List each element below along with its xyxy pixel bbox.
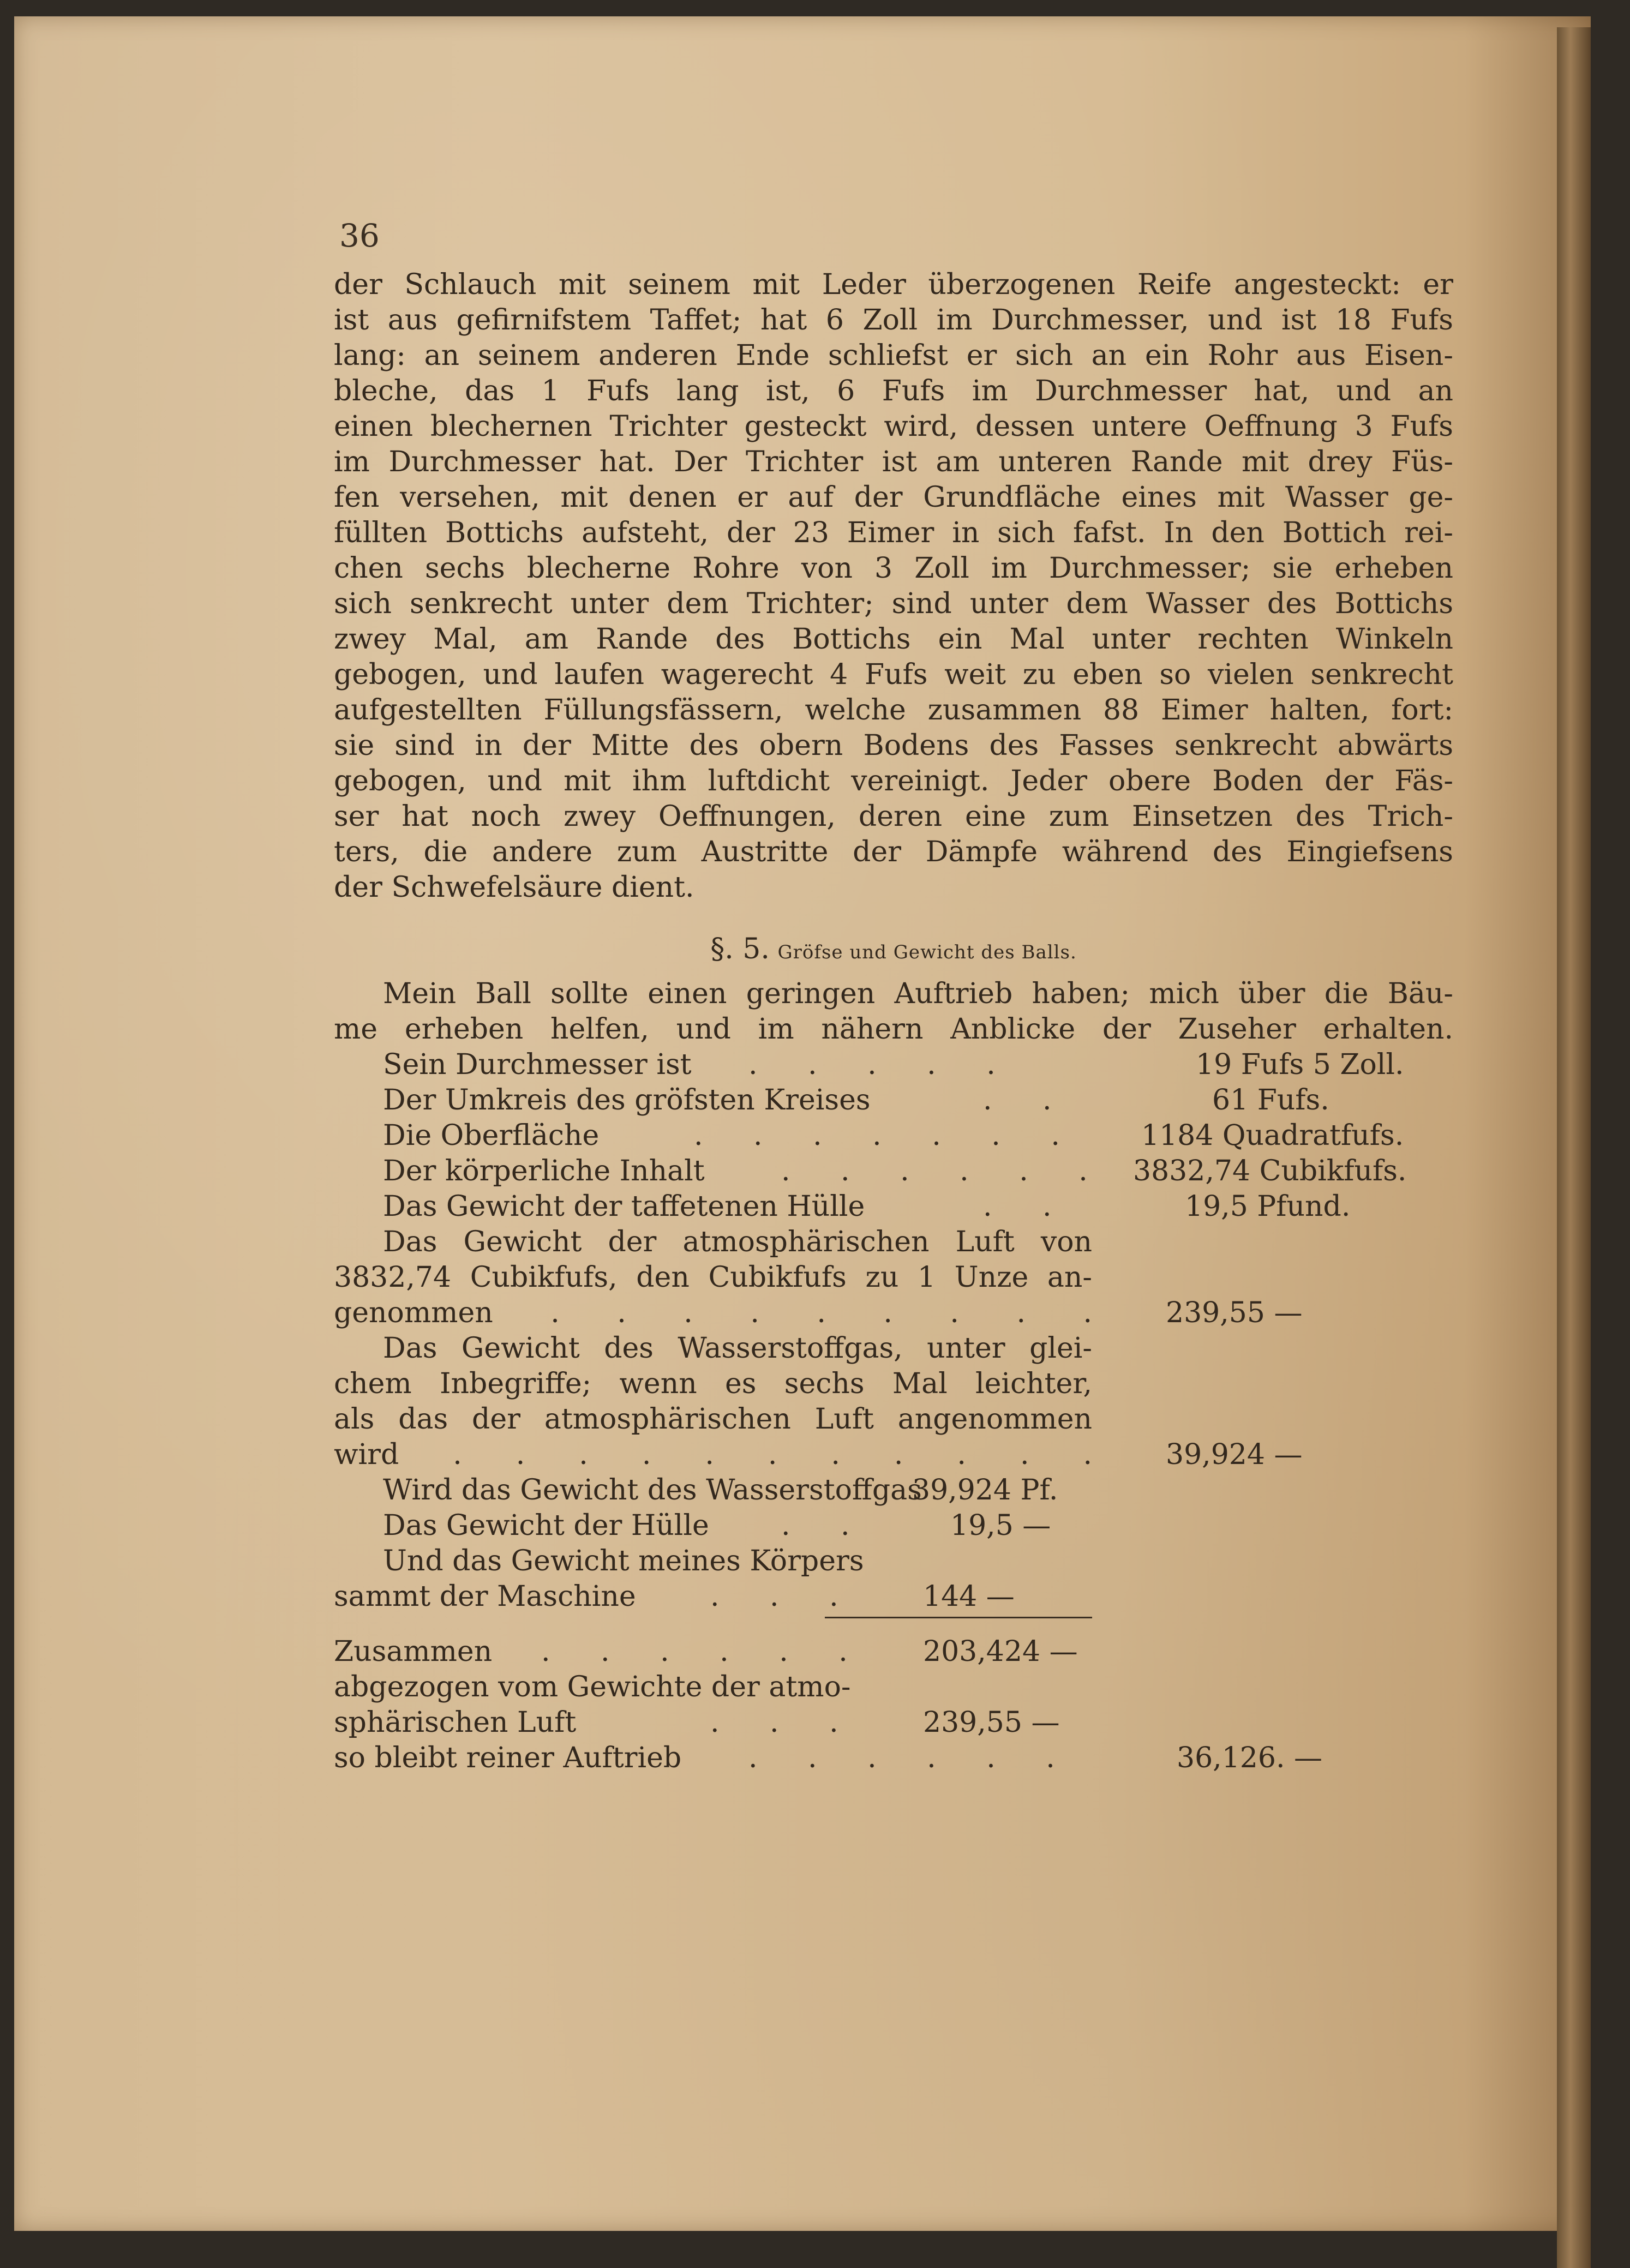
- deduction-label: abgezogen vom Gewichte der atmo-: [334, 1671, 851, 1703]
- calculation-block: [334, 976, 1453, 1776]
- text-line: einen blechernen Trichter gesteckt wird, dessen untere Oeffnung 3 Fufs: [334, 410, 1453, 443]
- text-line: lang: an seinem anderen Ende schliefst er sich an ein Rohr aus Eisen-: [334, 339, 1453, 372]
- text-line: gebogen, und laufen wagerecht 4 Fufs weit zu eben so vielen senkrecht: [334, 658, 1453, 691]
- dimension-value: 19 Fufs 5 Zoll.: [1196, 1048, 1404, 1081]
- dimension-label: Der Umkreis des gröfsten Kreises: [383, 1084, 871, 1117]
- total-label: Zusammen: [334, 1635, 493, 1668]
- sum-rule: [825, 1617, 1092, 1618]
- dimension-row: [334, 1083, 1453, 1118]
- description-paragraph: [334, 267, 1453, 905]
- page-text-block: [334, 267, 1453, 1774]
- dimension-row: [334, 1154, 1453, 1189]
- total-row: [334, 1741, 1453, 1776]
- leader-dots: . . . . .: [748, 1048, 1016, 1081]
- dimension-label: Die Oberfläche: [383, 1119, 600, 1152]
- sum-row: [334, 1544, 1453, 1579]
- body-weight-value: 144 —: [923, 1580, 1015, 1613]
- text-line: zwey Mal, am Rande des Bottichs ein Mal unter rechten Winkeln: [334, 623, 1453, 656]
- dimension-label: Das Gewicht der taffetenen Hülle: [383, 1190, 865, 1223]
- net-lift-value: 36,126. —: [1177, 1742, 1323, 1774]
- sum-rule-spacer: [334, 1615, 1453, 1634]
- leader-dots: . .: [781, 1509, 871, 1542]
- body-weight-label: Und das Gewicht meines Körpers: [383, 1545, 864, 1577]
- dimension-row: [334, 1047, 1453, 1083]
- sum-row: [334, 1473, 1453, 1508]
- sum-label: Das Gewicht der Hülle: [383, 1509, 709, 1542]
- hydrogen-weight-line: wird . . . . . . . . . . . 39,924 —: [334, 1437, 1453, 1473]
- dimension-value: 1184 Quadratfufs.: [1141, 1119, 1404, 1152]
- leader-dots: . . . . . .: [748, 1742, 1076, 1774]
- text-line: im Durchmesser hat. Der Trichter ist am unteren Rande mit drey Füs-: [334, 446, 1453, 478]
- text-line: chen sechs blecherne Rohre von 3 Zoll im Durchmesser; sie erheben: [334, 552, 1453, 585]
- text-line: der Schwefelsäure dient.: [334, 871, 694, 904]
- net-lift-label: so bleibt reiner Auftrieb: [334, 1742, 682, 1774]
- text-line: fen versehen, mit denen er auf der Grundfläche eines mit Wasser ge-: [334, 481, 1453, 514]
- hydrogen-weight-line: als das der atmosphärischen Luft angenommen: [334, 1403, 1092, 1436]
- leader-dots: . . . . . .: [781, 1155, 1108, 1187]
- section-title: Gröfse und Gewicht des Balls.: [777, 941, 1077, 963]
- total-row: [334, 1634, 1453, 1670]
- text-line: füllten Bottichs aufsteht, der 23 Eimer in sich fafst. In den Bottich rei-: [334, 517, 1453, 549]
- total-value: 203,424 —: [923, 1635, 1078, 1668]
- page-number: 36: [339, 217, 380, 254]
- text-line: sich senkrecht unter dem Trichter; sind unter dem Wasser des Bottichs: [334, 587, 1453, 620]
- dimension-row: [334, 1189, 1453, 1225]
- sum-value: 19,5 —: [950, 1509, 1051, 1542]
- section-number: §. 5.: [710, 933, 770, 965]
- dimension-label: Der körperliche Inhalt: [383, 1155, 705, 1187]
- text-line: ist aus gefirnifstem Taffet; hat 6 Zoll im Durchmesser, und ist 18 Fufs: [334, 304, 1453, 337]
- text-line: ser hat noch zwey Oeffnungen, deren eine zum Einsetzen des Trich-: [334, 800, 1453, 833]
- sum-label: Wird das Gewicht des Wasserstoffgas: [383, 1474, 922, 1507]
- hydrogen-weight-line: chem Inbegriffe; wenn es sechs Mal leichter,: [334, 1367, 1092, 1400]
- section-heading: [334, 930, 1453, 968]
- air-weight-line: Das Gewicht der atmosphärischen Luft von: [383, 1226, 1092, 1258]
- leader-dots: . .: [983, 1190, 1072, 1223]
- hydrogen-weight-line: Das Gewicht des Wasserstoffgas, unter glei-: [383, 1332, 1092, 1365]
- dimension-value: 61 Fufs.: [1212, 1084, 1329, 1117]
- deduction-value: 239,55 —: [923, 1706, 1060, 1739]
- sum-row: [334, 1508, 1453, 1544]
- text-line: sie sind in der Mitte des obern Bodens des Fasses senkrecht abwärts: [334, 729, 1453, 762]
- text-line: ters, die andere zum Austritte der Dämpfe während des Eingiefsens: [334, 836, 1453, 868]
- text-line: bleche, das 1 Fufs lang ist, 6 Fufs im Durchmesser hat, und an: [334, 375, 1453, 407]
- book-spine-edge: [1557, 27, 1591, 2268]
- deduction-label: sphärischen Luft: [334, 1706, 577, 1739]
- total-row: [334, 1705, 1453, 1741]
- dimension-value: 3832,74 Cubikfufs.: [1133, 1155, 1407, 1187]
- sum-value: 39,924 Pf.: [912, 1474, 1058, 1507]
- intro-line: me erheben helfen, und im nähern Anblicke der Zuseher erhalten.: [334, 1013, 1453, 1046]
- air-weight-line: genommen . . . . . . . . . 239,55 —: [334, 1295, 1453, 1331]
- dimension-label: Sein Durchmesser ist: [383, 1048, 692, 1081]
- body-weight-label: sammt der Maschine: [334, 1580, 636, 1613]
- total-row: [334, 1670, 1453, 1705]
- text-line: der Schlauch mit seinem mit Leder überzogenen Reife angesteckt: er: [334, 268, 1453, 301]
- hydrogen-weight-value: 39,924 —: [1166, 1438, 1303, 1471]
- text-line: gebogen, und mit ihm luftdicht vereinigt. Jeder obere Boden der Fäs-: [334, 765, 1453, 797]
- leader-dots: . . . . . .: [541, 1635, 868, 1668]
- book-page: [14, 16, 1591, 2231]
- air-weight-line: 3832,74 Cubikfufs, den Cubikfufs zu 1 Unze an-: [334, 1261, 1092, 1294]
- dimension-value: 19,5 Pfund.: [1185, 1190, 1351, 1223]
- sum-row: [334, 1579, 1453, 1615]
- leader-dots: . . .: [710, 1580, 859, 1613]
- leader-dots: . . .: [710, 1706, 859, 1739]
- dimension-row: [334, 1118, 1453, 1154]
- text-line: aufgestellten Füllungsfässern, welche zusammen 88 Eimer halten, fort:: [334, 694, 1453, 727]
- intro-line: Mein Ball sollte einen geringen Auftrieb haben; mich über die Bäu-: [383, 977, 1453, 1010]
- leader-dots: . . . . . . .: [694, 1119, 1081, 1152]
- leader-dots: . .: [983, 1084, 1072, 1117]
- air-weight-value: 239,55 —: [1166, 1297, 1303, 1329]
